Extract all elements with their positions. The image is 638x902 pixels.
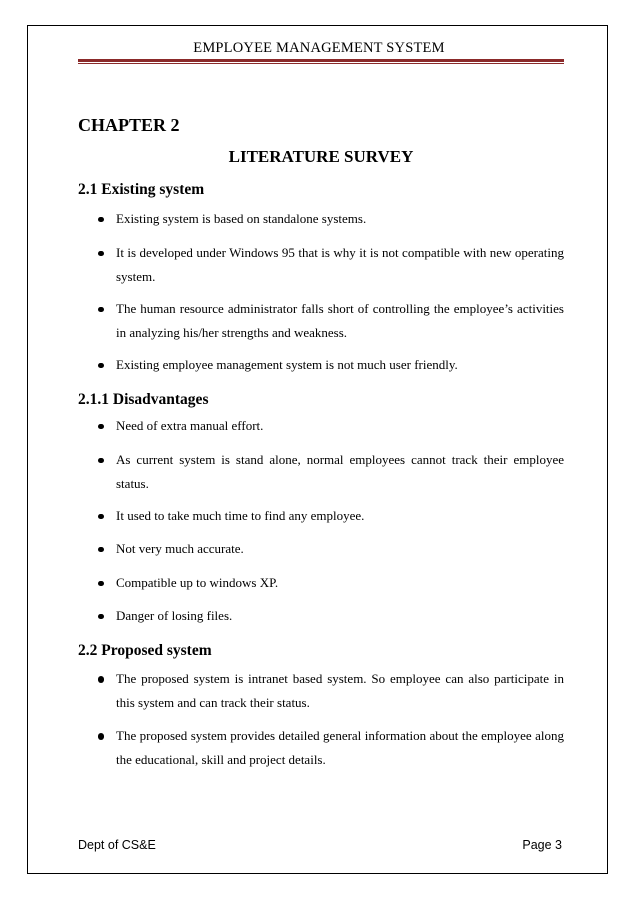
disadvantages-heading: 2.1.1 Disadvantages (78, 391, 209, 408)
bullet-icon (98, 251, 104, 257)
footer-page-number: Page 3 (522, 838, 562, 852)
footer-department: Dept of CS&E (78, 838, 156, 852)
list-item: Existing system is based on standalone systems. (78, 207, 564, 231)
bullet-icon (98, 424, 104, 430)
bullet-icon (98, 581, 104, 587)
bullet-icon (98, 733, 105, 740)
header-rule (78, 59, 564, 64)
bullet-icon (98, 307, 104, 313)
list-item: Need of extra manual effort. (78, 414, 564, 438)
bullet-icon (98, 676, 105, 683)
bullet-icon (98, 217, 104, 223)
chapter-label: CHAPTER 2 (78, 115, 180, 135)
proposed-system-heading: 2.2 Proposed system (78, 642, 212, 659)
list-item: The human resource administrator falls short of controlling the employee’s activities in analyzing his/her strengths and weakness. (78, 297, 564, 345)
list-item: The proposed system is intranet based system. So employee can also participate in this system and can track their status. (78, 667, 564, 715)
bullet-icon (98, 458, 104, 464)
list-item: The proposed system provides detailed general information about the employee along the educational, skill and project details. (78, 724, 564, 772)
list-item: It is developed under Windows 95 that is why it is not compatible with new operating system. (78, 241, 564, 289)
list-item: Danger of losing files. (78, 604, 564, 628)
bullet-icon (98, 547, 104, 553)
section-title: LITERATURE SURVEY (228, 147, 414, 166)
bullet-icon (98, 514, 104, 520)
list-item: Not very much accurate. (78, 537, 564, 561)
existing-system-heading: 2.1 Existing system (78, 181, 205, 198)
bullet-icon (98, 363, 104, 369)
list-item: As current system is stand alone, normal employees cannot track their employee status. (78, 448, 564, 496)
header-title: EMPLOYEE MANAGEMENT SYSTEM (193, 40, 445, 56)
bullet-icon (98, 614, 104, 620)
list-item: Compatible up to windows XP. (78, 571, 564, 595)
list-item: It used to take much time to find any employee. (78, 504, 564, 528)
list-item: Existing employee management system is not much user friendly. (78, 353, 564, 377)
